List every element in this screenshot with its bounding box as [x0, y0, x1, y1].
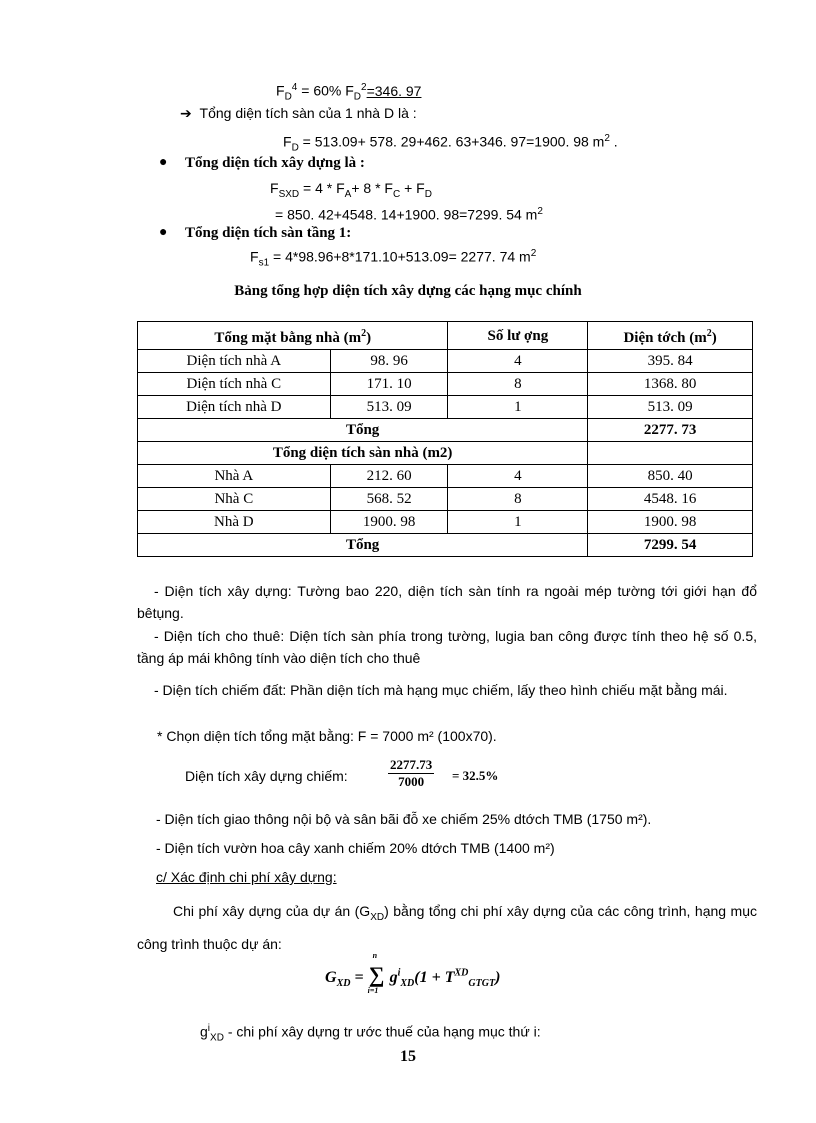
floor1-area-title: Tổng diện tích sàn tầng 1:: [185, 225, 352, 241]
bullet-icon: ●: [159, 155, 168, 170]
table-row: Diện tích nhà D 513. 09 1 513. 09: [138, 396, 753, 419]
cost-formula: $G_{XD}$ = n ∑ i=1 $g^i_{XD}(1 + T^{XD}_{GTGT})$: [325, 951, 501, 995]
coverage-label: Diện tích xây dựng chiếm:: [185, 768, 348, 784]
table-total-row: Tổng 2277. 73: [138, 419, 753, 442]
table-header-row: [138, 322, 753, 350]
paragraph-traffic: - Diện tích giao thông nội bộ và sân bãi đỗ xe chiếm 25% dtớch TMB (1750 m²).: [156, 811, 652, 827]
bullet-icon: ●: [159, 225, 168, 240]
build-area-title: Tổng diện tích xây dựng là :: [185, 155, 365, 171]
fd-line: $F_D = 513.09+ 578$. 29+462. 63+346. 97=1900. 98 $m^2$ .: [283, 133, 618, 154]
coverage-fraction: $\frac{2277.73}{7000}$: [390, 757, 433, 789]
paragraph-build-area: - Diện tích xây dựng: Tường bao 220, diện tích sàn tính ra ngoài mép tường tới giới hạn đổ bêtụng.: [137, 583, 757, 621]
total-d-intro: ➔ Tổng diện tích sàn của 1 nhà D là :: [180, 105, 417, 121]
table-row: Nhà A 212. 60 4 850. 40: [138, 465, 753, 488]
table-row: Diện tích nhà C 171. 10 8 1368. 80: [138, 373, 753, 396]
fsxd-line-2: = 850. 42+4548. 14+1900. 98=7299. 54 $m^2$: [275, 206, 543, 223]
table-total-row: Tổng 7299. 54: [138, 534, 753, 557]
fd4-line: $F_D^4 = 60\%$ $F_D^2=346$. 97: [276, 82, 422, 103]
gixd-definition: $g^i_{XD}$ - chi phí xây dựng tr ước thuế của hạng mục thứ i:: [200, 1023, 541, 1044]
header-quantity: Số lư ợng: [448, 322, 588, 350]
header-total-area: Diện tớch $(m^2)$: [588, 322, 753, 350]
fsxd-line: $F_{SXD} = 4 * F_A+ 8 * F_C + F_D$: [270, 180, 432, 200]
paragraph-green: - Diện tích vườn hoa cây xanh chiếm 20% dtớch TMB (1400 m²): [156, 840, 555, 856]
coverage-result: = 32.5%: [452, 768, 499, 783]
paragraph-total-area: * Chọn diện tích tổng mặt bằng: F = 7000 m² (100x70).: [157, 728, 497, 744]
table-row: Diện tích nhà A 98. 96 4 395. 84: [138, 350, 753, 373]
fs1-line: $F_{s1} = 4*98.96+8*171.10+513.09= 2277$. 74 $m^2$: [250, 248, 537, 269]
table-title: Bảng tổng hợp diện tích xây dựng các hạng mục chính: [234, 283, 582, 299]
table-row: Nhà D 1900. 98 1 1900. 98: [138, 511, 753, 534]
paragraph-land-area: - Diện tích chiếm đất: Phần diện tích mà hạng mục chiếm, lấy theo hình chiếu mặt bằng mái.: [154, 682, 728, 698]
section-heading-c: c/ Xác định chi phí xây dựng:: [156, 869, 337, 885]
paragraph-cost: Chi phí xây dựng của dự án $(G_{XD})$ bằng tổng chi phí xây dựng của các công trình, hạng mục công trình thuộc dự án:: [137, 903, 757, 952]
table-row: Nhà C 568. 52 8 4548. 16: [138, 488, 753, 511]
arrow-icon: ➔: [180, 105, 192, 121]
table-section-row: Tổng diện tích sàn nhà (m2): [138, 442, 753, 465]
page-number: 15: [400, 1048, 416, 1065]
summary-table: [137, 321, 753, 557]
paragraph-rent-area: - Diện tích cho thuê: Diện tích sàn phía trong tường, lugia ban công được tính theo hệ số 0.5, tầng áp mái không tính vào diện tích cho thuê: [137, 628, 757, 666]
header-house-area: Tổng mặt bằng nhà $(m^2)$: [138, 322, 448, 350]
